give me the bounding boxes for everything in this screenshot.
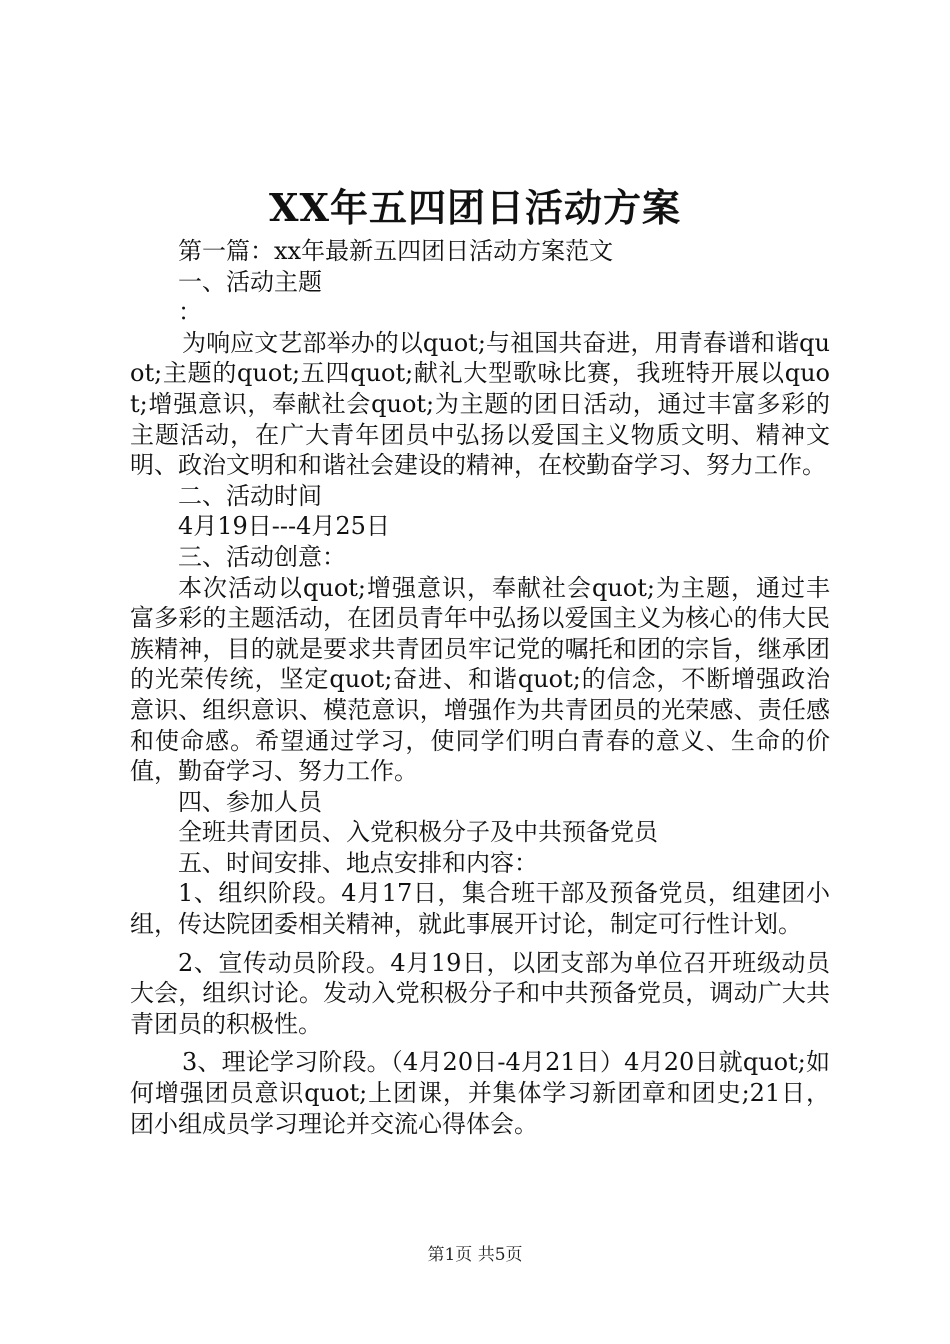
document-body [130,236,830,1139]
paragraph-idea-description: 本次活动以quot;增强意识，奉献社会quot;为主题，通过丰富多彩的主题活动，在团员青年中弘扬以爱国主义为核心的伟大民族精神，目的就是要求共青团员牢记党的嘱托和团的宗旨，继承团的光荣传统，坚定quot;奋进、和谐quot;的信念，不断增强政治意识、组织意识、模范意识，增强作为共青团员的光荣感、责任感和使命感。希望通过学习，使同学们明白青春的意义、生命的价值，勤奋学习、努力工作。 [130,573,830,786]
paragraph-participants: 全班共青团员、入党积极分子及中共预备党员 [178,818,658,847]
heading-participants: 四、参加人员 [178,787,322,816]
heading-activity-theme: 一、活动主题 [178,267,322,296]
paragraph-section-heading: 第一篇：xx年最新五四团日活动方案范文 [178,237,614,265]
paragraph-stage-study: 3、理论学习阶段。（4月20日-4月21日）4月20日就quot;如何增强团员意识quot;上团课，并集体学习新团章和团史;21日，团小组成员学习理论并交流心得体会。 [130,1048,830,1138]
paragraph-stage-organize: 1、组织阶段。4月17日，集合班干部及预备党员，组建团小组，传达院团委相关精神，就此事展开讨论，制定可行性计划。 [130,879,830,939]
paragraph-activity-dates: 4月19日---4月25日 [178,512,390,541]
heading-activity-idea: 三、活动创意： [178,542,346,571]
colon-line: ： [178,298,202,327]
page-footer: 第1页 共5页 [427,1245,523,1265]
paragraph-theme-description: 为响应文艺部举办的以quot;与祖国共奋进，用青春谱和谐quot;主题的quot;五四quot;献礼大型歌咏比赛，我班特开展以quot;增强意识，奉献社会quot;为主题的团日活动，通过丰富多彩的主题活动，在广大青年团员中弘扬以爱国主义物质文明、精神文明、政治文明和和谐社会建设的精神，在校勤奋学习、努力工作。 [130,328,830,480]
heading-activity-time: 二、活动时间 [178,481,322,510]
heading-schedule: 五、时间安排、地点安排和内容： [178,848,538,877]
paragraph-stage-mobilize: 2、宣传动员阶段。4月19日，以团支部为单位召开班级动员大会，组织讨论。发动入党积极分子和中共预备党员，调动广大共青团员的积极性。 [130,948,830,1038]
document-title: XX年五四团日活动方案 [269,185,681,230]
